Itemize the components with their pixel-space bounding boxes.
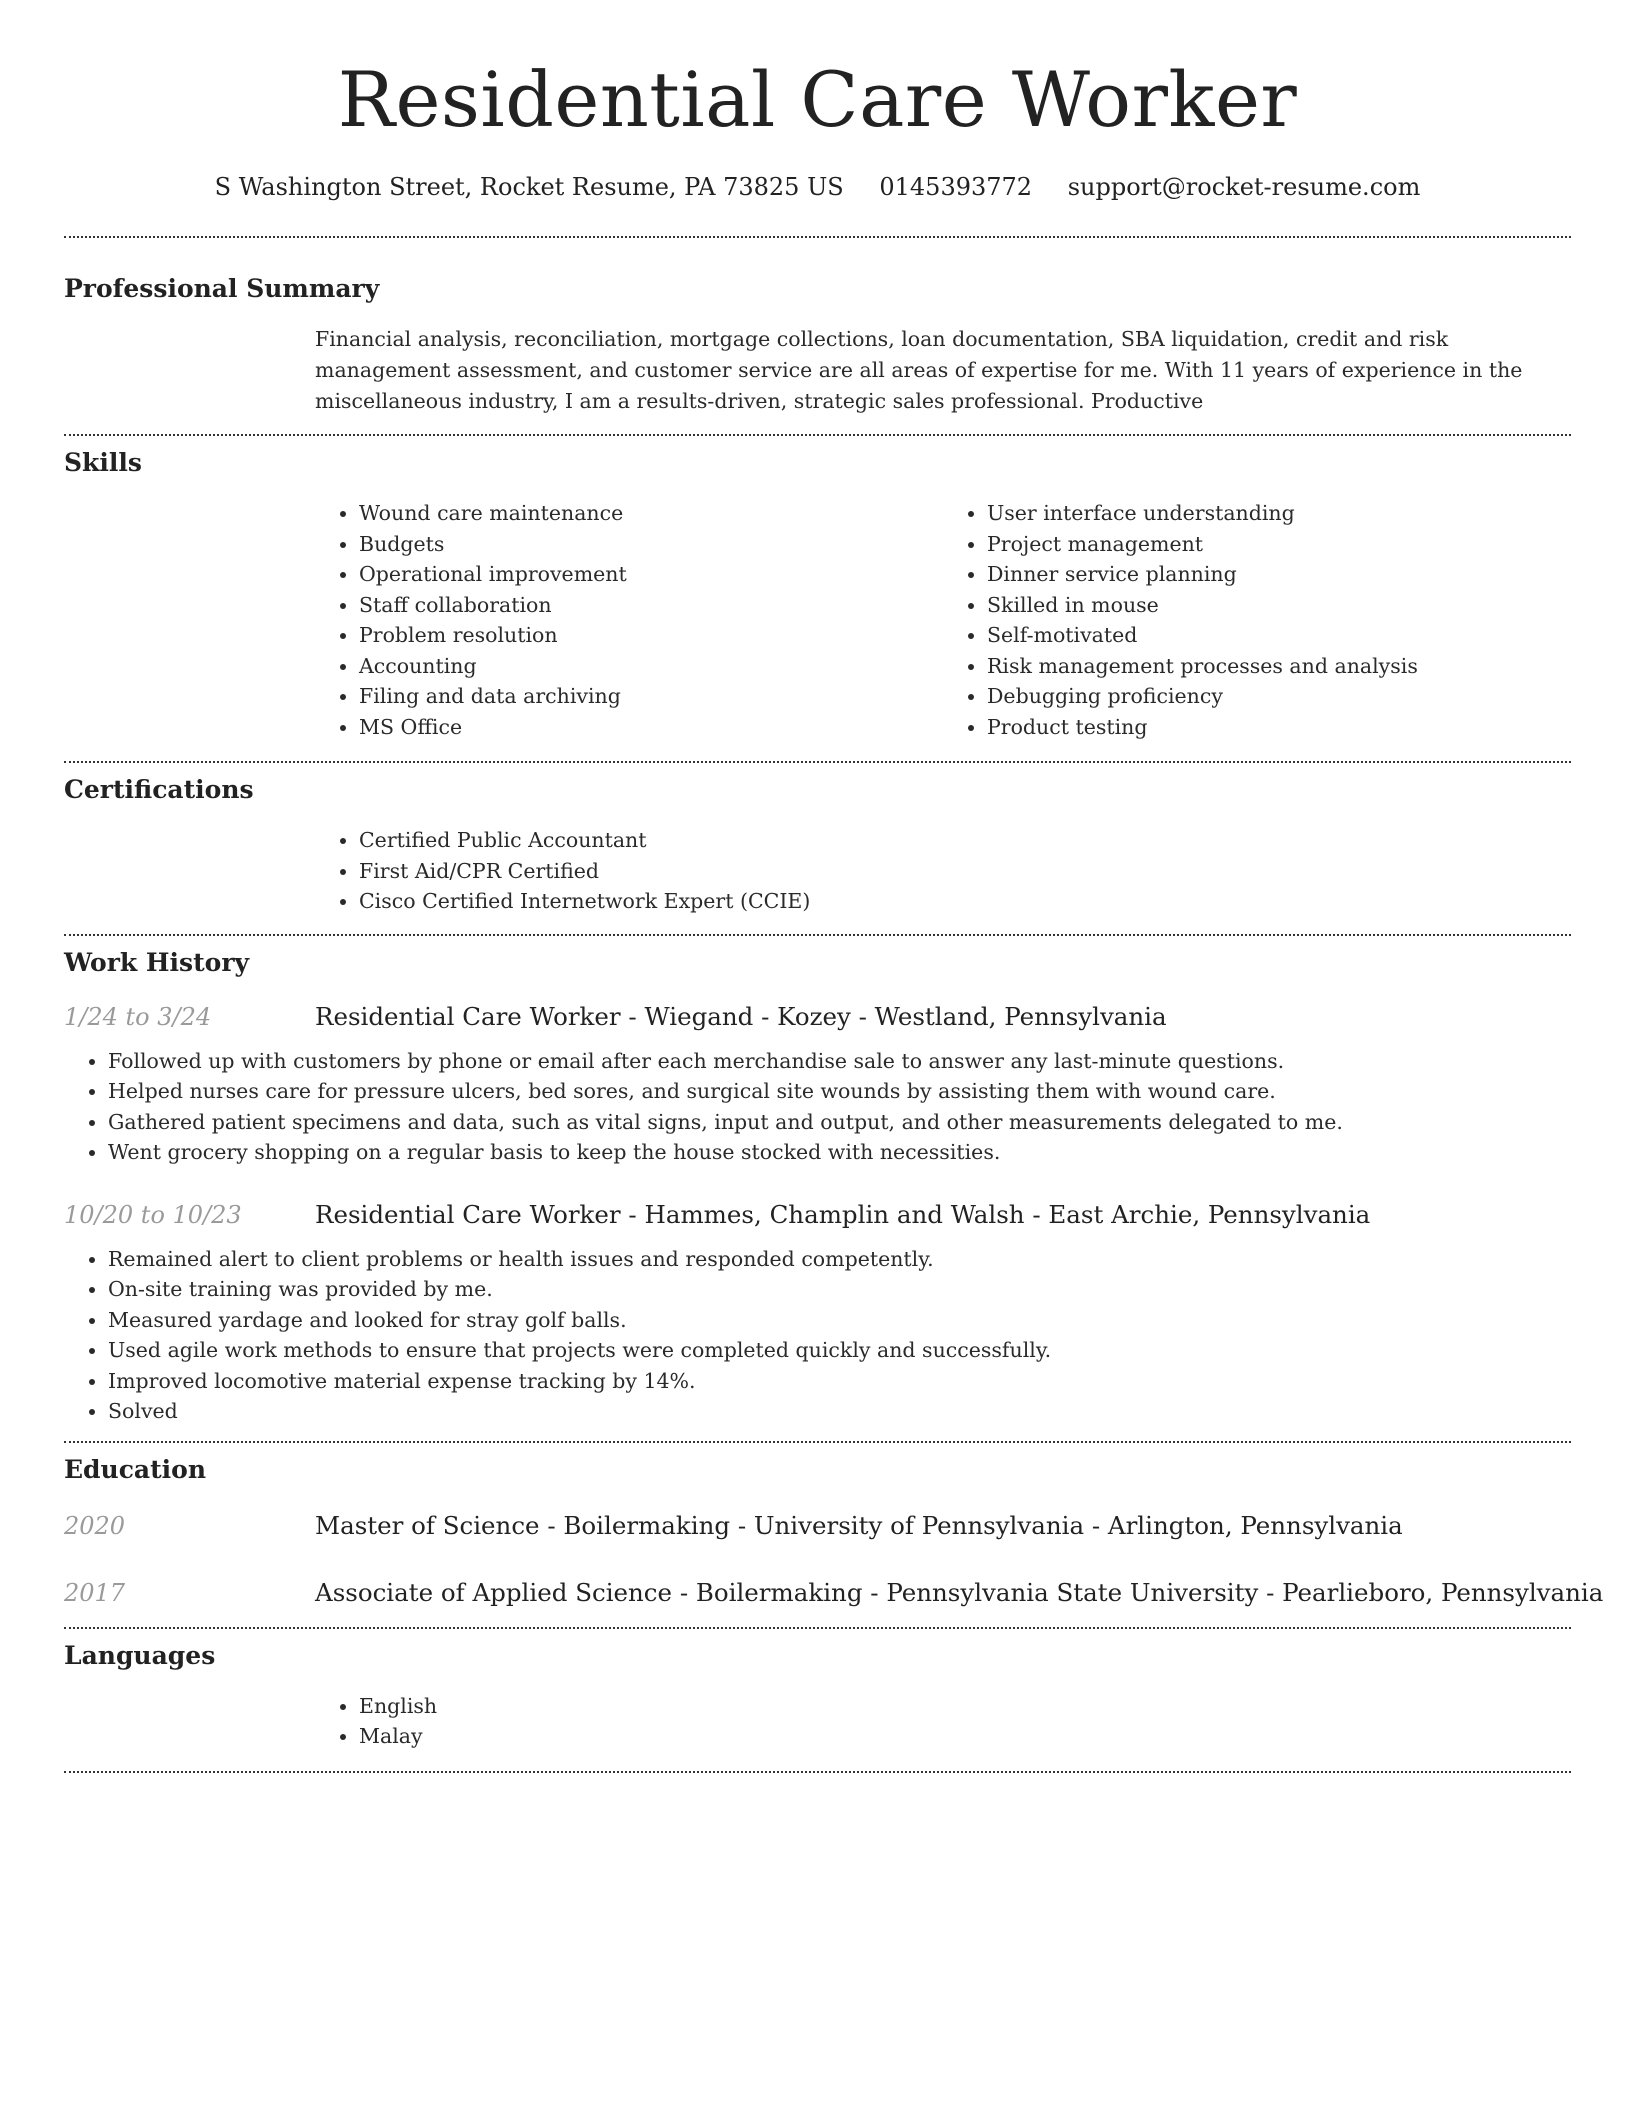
skill-item: • User interface understanding <box>987 498 1571 529</box>
skill-item: • Product testing <box>987 712 1571 743</box>
resume-page <box>64 0 1604 1773</box>
job-bullet: • Gathered patient specimens and data, such as vital signs, input and output, and other measurements delegated to me. <box>108 1107 1571 1138</box>
education-entry <box>64 1576 1604 1610</box>
language-item: • Malay <box>359 1721 1571 1752</box>
education-details: - Pennsylvania State University - Pearlieboro, Pennsylvania <box>862 1577 1604 1607</box>
education-year: 2020 <box>64 1511 126 1540</box>
work-history-title: Work History <box>64 947 250 977</box>
job-bullet: • Went grocery shopping on a regular basis to keep the house stocked with necessities. <box>108 1137 1571 1168</box>
contact-phone: 0145393772 <box>879 173 1033 201</box>
job-bullets <box>64 1046 1571 1168</box>
job-details: - Wiegand - Kozey - Westland, Pennsylvania <box>620 1001 1167 1031</box>
certification-item: • Cisco Certified Internetwork Expert (CCIE) <box>359 886 1571 917</box>
skill-item: • Debugging proficiency <box>987 681 1571 712</box>
work-history-section <box>64 936 1571 1427</box>
skill-item: • Self-motivated <box>987 620 1571 651</box>
contact-email: support@rocket-resume.com <box>1067 173 1421 201</box>
skill-item: • MS Office <box>359 712 943 743</box>
language-item: • English <box>359 1691 1571 1722</box>
summary-text: Financial analysis, reconciliation, mortgage collections, loan documentation, SBA liquidation, credit and risk management assessment, and customer service are all areas of expertise for me. With 11 years of experience in the miscellaneous industry, I am a results-driven, strategic sales professional. Productive <box>315 327 1523 413</box>
job-bullet: • Measured yardage and looked for stray golf balls. <box>108 1305 1571 1336</box>
skill-item: • Dinner service planning <box>987 559 1571 590</box>
skill-item: • Wound care maintenance <box>359 498 943 529</box>
job-bullet: • Remained alert to client problems or health issues and responded competently. <box>108 1244 1571 1275</box>
job-entry <box>64 1198 1571 1427</box>
certifications-section <box>64 763 1571 917</box>
skill-item: • Budgets <box>359 529 943 560</box>
education-degree: Associate of Applied Science - Boilermaking <box>315 1577 863 1607</box>
job-dates: 10/20 to 10/23 <box>64 1200 242 1229</box>
education-section <box>64 1443 1604 1610</box>
contact-address: S Washington Street, Rocket Resume, PA 73825 US <box>214 173 844 201</box>
languages-title: Languages <box>64 1640 216 1670</box>
skill-item: • Accounting <box>359 651 943 682</box>
job-details: - Hammes, Champlin and Walsh - East Archie, Pennsylvania <box>620 1199 1371 1229</box>
skill-item: • Skilled in mouse <box>987 590 1571 621</box>
job-bullets <box>64 1244 1571 1427</box>
job-bullet: • Helped nurses care for pressure ulcers, bed sores, and surgical site wounds by assisting them with wound care. <box>108 1076 1571 1107</box>
skills-title: Skills <box>64 448 142 477</box>
education-title-line <box>315 1576 1603 1610</box>
skills-list-right <box>943 498 1571 742</box>
summary-section <box>64 238 1571 417</box>
skills-list-left <box>315 498 943 742</box>
job-bullet: • Used agile work methods to ensure that projects were completed quickly and successfully. <box>108 1335 1571 1366</box>
skill-item: • Risk management processes and analysis <box>987 651 1571 682</box>
certification-item: • First Aid/CPR Certified <box>359 856 1571 887</box>
skills-section <box>64 436 1571 742</box>
summary-title: Professional Summary <box>64 274 380 303</box>
education-details: - University of Pennsylvania - Arlington, Pennsylvania <box>730 1510 1403 1540</box>
education-entry <box>64 1509 1571 1543</box>
education-title: Education <box>64 1454 207 1484</box>
job-entry <box>64 1000 1571 1168</box>
skill-item: • Operational improvement <box>359 559 943 590</box>
job-dates: 1/24 to 3/24 <box>64 1002 212 1031</box>
job-bullet: • Improved locomotive material expense tracking by 14%. <box>108 1366 1571 1397</box>
education-year: 2017 <box>64 1578 126 1607</box>
divider <box>64 1771 1571 1773</box>
job-bullet: • On-site training was provided by me. <box>108 1274 1571 1305</box>
skill-item: • Staff collaboration <box>359 590 943 621</box>
job-bullet: • Solved <box>108 1396 1571 1427</box>
skill-item: • Problem resolution <box>359 620 943 651</box>
job-title <box>315 1000 1167 1034</box>
certifications-list <box>315 825 1571 917</box>
languages-list <box>315 1691 1571 1752</box>
education-degree: Master of Science - Boilermaking <box>315 1510 731 1540</box>
certifications-title: Certifications <box>64 775 254 804</box>
job-role: Residential Care Worker <box>315 1001 621 1031</box>
skill-item: • Project management <box>987 529 1571 560</box>
languages-section <box>64 1629 1571 1752</box>
candidate-name: Residential Care Worker <box>337 55 1298 144</box>
job-role: Residential Care Worker <box>315 1199 621 1229</box>
education-title-line <box>315 1509 1403 1543</box>
skill-item: • Filing and data archiving <box>359 681 943 712</box>
contact-line <box>64 170 1571 204</box>
job-title <box>315 1198 1370 1232</box>
certification-item: • Certified Public Accountant <box>359 825 1571 856</box>
job-bullet: • Followed up with customers by phone or email after each merchandise sale to answer any last-minute questions. <box>108 1046 1571 1077</box>
